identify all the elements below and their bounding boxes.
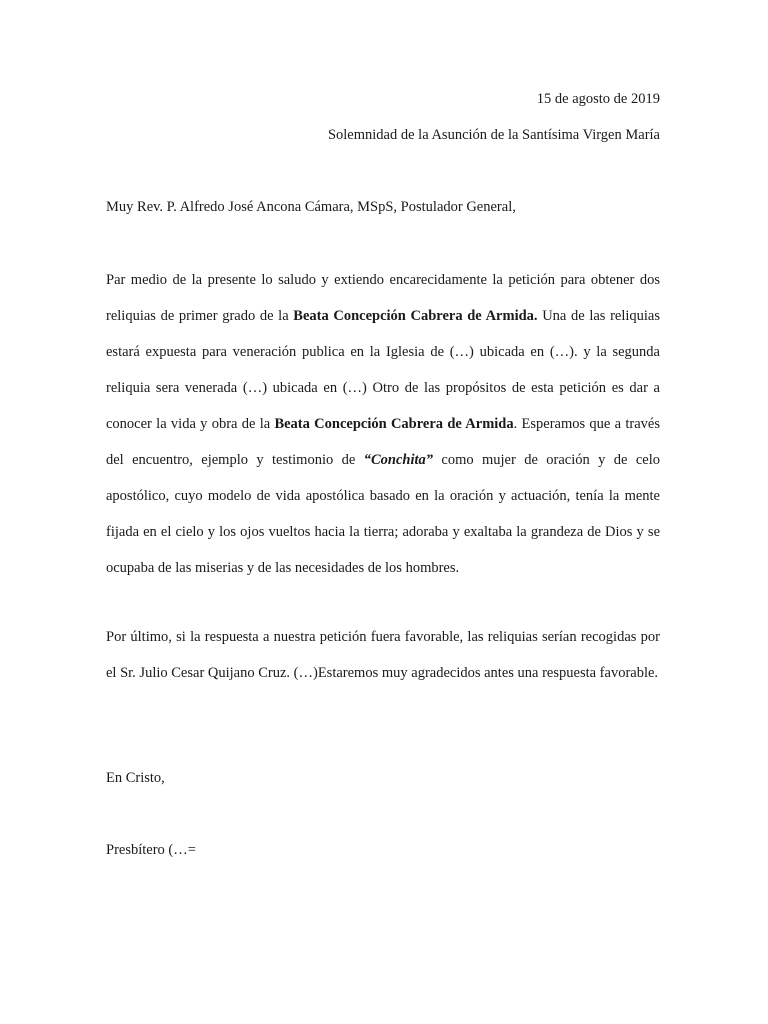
paragraph-1-text: . Esperamos que a través del encuentro, ejemplo y testimonio de xyxy=(106,416,660,468)
letter-date: 15 de agosto de 2019 xyxy=(536,91,660,107)
signature: Presbítero (…= xyxy=(106,842,196,858)
closing: En Cristo, xyxy=(106,770,165,786)
paragraph-1-text: como mujer de oración y de celo apostólico, cuyo modelo de vida apostólica basado en la oración y actuación, tenía la mente fijada en el cielo y los ojos vueltos hacia la tierra; adoraba y exaltaba la grandeza de Dios y se ocupaba de las miserias y de las necesidades de los hombres. xyxy=(106,452,660,576)
feast-line: Solemnidad de la Asunción de la Santísima Virgen María xyxy=(327,127,660,143)
paragraph-1-text: Par medio de la presente lo saludo y extiendo encarecidamente la petición para obtener dos reliquias de primer grado de la xyxy=(106,272,660,324)
body-paragraph-2: Por último, si la respuesta a nuestra petición fuera favorable, las reliquias serían recogidas por el Sr. Julio Cesar Quijano Cruz. (…)Estaremos muy agradecidos antes una respuesta favorable. xyxy=(106,629,660,681)
beata-name-bold: Beata Concepción Cabrera de Armida. xyxy=(293,308,538,324)
conchita-nickname: “Conchita” xyxy=(363,452,433,468)
beata-name-bold: Beata Concepción Cabrera de Armida xyxy=(274,416,514,432)
paragraph-1-text: Una de las reliquias estará expuesta para veneración publica en la Iglesia de (…) ubicada en (…). y la segunda reliquia sera venerada (…) ubicada en (…) Otro de las propósitos de esta petición es dar a conocer la vida y obra de la xyxy=(106,308,660,432)
salutation: Muy Rev. P. Alfredo José Ancona Cámara, MSpS, Postulador General, xyxy=(106,199,516,215)
body-paragraph-1 xyxy=(106,262,660,586)
